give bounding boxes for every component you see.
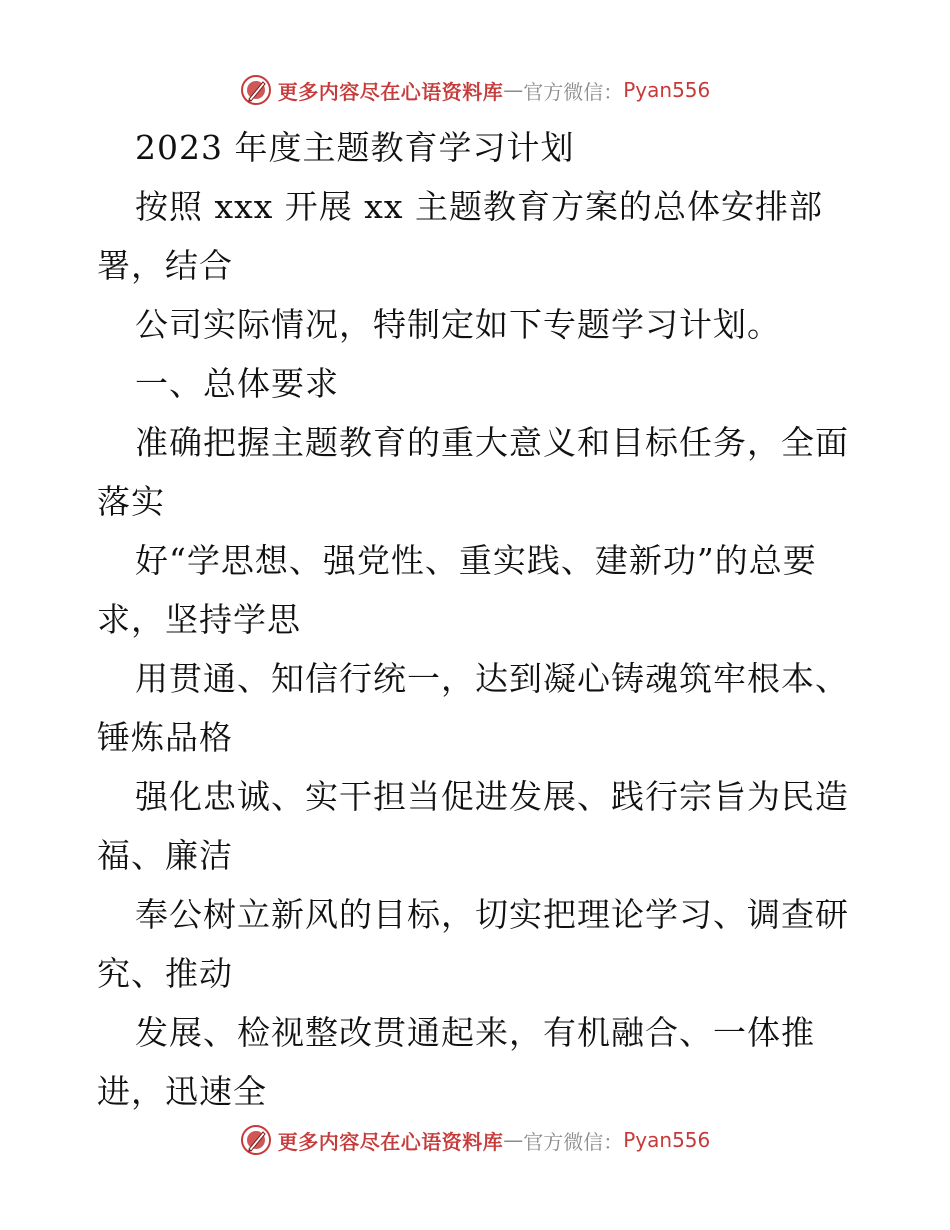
watermark-banner-top xyxy=(0,70,950,110)
paragraph-line: 锤炼品格 xyxy=(97,718,233,757)
watermark-dash: — xyxy=(503,78,524,102)
watermark-main-text: 更多内容尽在心语资料库 xyxy=(277,1129,504,1154)
paragraph-line: 用贯通、知信行统一，达到凝心铸魂筑牢根本、 xyxy=(135,659,849,698)
watermark-main-text: 更多内容尽在心语资料库 xyxy=(277,79,504,104)
paragraph-line: 求，坚持学思 xyxy=(97,600,301,639)
paragraph-line: 落实 xyxy=(97,482,165,521)
paragraph-line: 究、推动 xyxy=(97,954,233,993)
paragraph-line: 福、廉洁 xyxy=(97,836,233,875)
paragraph-line: 公司实际情况，特制定如下专题学习计划。 xyxy=(135,305,781,344)
paragraph-line: 准确把握主题教育的重大意义和目标任务，全面 xyxy=(135,423,849,462)
pen-logo-icon xyxy=(240,1124,272,1156)
paragraph-line: 奉公树立新风的目标，切实把理论学习、调查研 xyxy=(135,895,849,934)
paragraph-line: 按照 xxx 开展 xx 主题教育方案的总体安排部 xyxy=(135,187,824,226)
document-body xyxy=(97,118,857,1121)
document-title: 2023 年度主题教育学习计划 xyxy=(135,128,575,167)
paragraph-line: 署，结合 xyxy=(97,246,233,285)
section-heading: 一、总体要求 xyxy=(135,364,339,403)
watermark-wechat-id: Pyan556 xyxy=(623,1128,711,1152)
watermark-sub-text: 官方微信： xyxy=(523,79,624,104)
watermark-dash: — xyxy=(503,1128,524,1152)
pen-logo-icon xyxy=(240,74,272,106)
paragraph-line: 发展、检视整改贯通起来，有机融合、一体推 xyxy=(135,1013,815,1052)
watermark-banner-bottom xyxy=(0,1120,950,1160)
paragraph-line: 进，迅速全 xyxy=(97,1072,267,1111)
paragraph-line: 强化忠诚、实干担当促进发展、践行宗旨为民造 xyxy=(135,777,849,816)
watermark-wechat-id: Pyan556 xyxy=(623,78,711,102)
watermark-sub-text: 官方微信： xyxy=(523,1129,624,1154)
paragraph-line: 好“学思想、强党性、重实践、建新功”的总要 xyxy=(135,541,817,580)
